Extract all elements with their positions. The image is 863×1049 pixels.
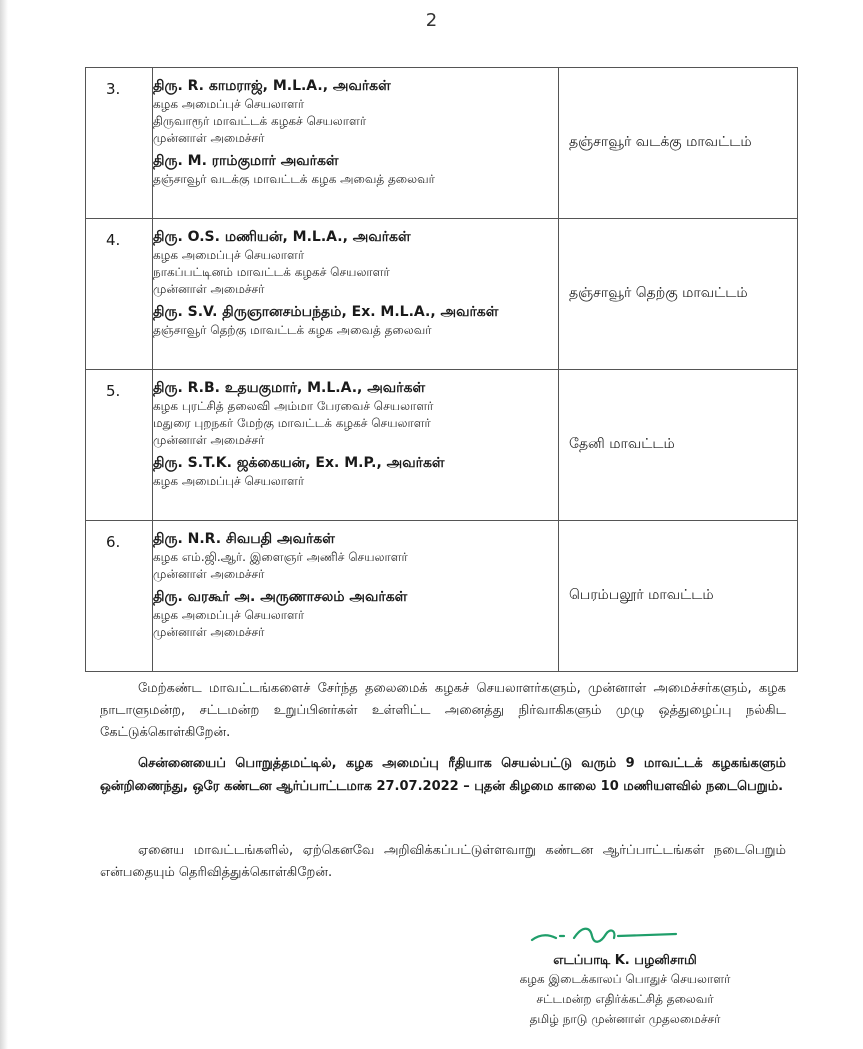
district-cell [559,219,798,370]
person-role: முன்னாள் அமைச்சர் [153,567,265,581]
cooperation-paragraph: மேற்கண்ட மாவட்டங்களைச் சேர்ந்த தலைமைக் கழகச் செயலாளர்களும், முன்னாள் அமைச்சர்களும், கழக நாடாளுமன்ற, சட்டமன்ற உறுப்பினர்கள் உள்ளிட்ட அனைத்து நிர்வாகிகளும் முழு ஒத்துழைப்பு நல்கிட கேட்டுக்கொள்கிறேன். [100,681,786,740]
chennai-protest-paragraph: சென்னையைப் பொறுத்தமட்டில், கழக அமைப்பு ரீதியாக செயல்பட்டு வரும் 9 மாவட்டக் கழகங்களும் ஒன்றிணைந்து, ஒரே கண்டன ஆர்ப்பாட்டமாக 27.07.2022 – புதன் கிழமை காலை 10 மணியளவில் நடைபெறும். [100,756,786,794]
names-cell [153,219,559,370]
person-role: நாகப்பட்டினம் மாவட்டக் கழகச் செயலாளர் [153,265,390,279]
person-name: திரு. S.T.K. ஜக்கையன், Ex. M.P., அவர்கள் [153,455,445,471]
person-role: தஞ்சாவூர் வடக்கு மாவட்டக் கழக அவைத் தலைவர் [153,172,435,186]
signatory-title: தமிழ் நாடு முன்னாள் முதலமைச்சர் [529,1012,721,1026]
person-role: முன்னாள் அமைச்சர் [153,131,265,145]
person-role: கழக அமைப்புச் செயலாளர் [153,608,305,622]
table-row [86,68,798,219]
person-block [153,151,558,188]
district-cell [559,370,798,521]
signatory-title: சட்டமன்ற எதிர்க்கட்சித் தலைவர் [536,992,714,1006]
person-block [153,378,558,449]
person-role: கழக அமைப்புச் செயலாளர் [153,248,305,262]
person-block [153,529,558,583]
person-role: திருவாரூர் மாவட்டக் கழகச் செயலாளர் [153,114,367,128]
signatory-title: கழக இடைக்காலப் பொதுச் செயலாளர் [519,972,731,986]
person-name: திரு. R. காமராஜ், M.L.A., அவர்கள் [153,78,391,94]
person-role: தஞ்சாவூர் தெற்கு மாவட்டக் கழக அவைத் தலைவர் [153,323,432,337]
person-role: கழக அமைப்புச் செயலாளர் [153,97,305,111]
page-number: 2 [425,10,438,31]
names-cell [153,370,559,521]
serial-cell [86,370,153,521]
names-cell [153,68,559,219]
person-block [153,302,558,339]
signatory-name: எடப்பாடி K. பழனிசாமி [553,953,697,968]
person-block [153,227,558,298]
table-row [86,370,798,521]
table-row [86,219,798,370]
district-cell [559,68,798,219]
district-name: தஞ்சாவூர் வடக்கு மாவட்டம் [569,134,752,150]
person-role: கழக எம்.ஜி.ஆர். இளைஞர் அணிச் செயலாளர் [153,550,408,564]
person-block [153,453,558,490]
serial-number: 3. [106,80,121,98]
serial-cell [86,521,153,672]
table-row [86,521,798,672]
district-name: தஞ்சாவூர் தெற்கு மாவட்டம் [569,285,748,301]
serial-number: 5. [106,382,121,400]
person-name: திரு. N.R. சிவபதி அவர்கள் [153,531,335,547]
page-edge-shadow [0,0,8,1049]
person-name: திரு. O.S. மணியன், M.L.A., அவர்கள் [153,229,411,245]
person-role: கழக புரட்சித் தலைவி அம்மா பேரவைச் செயலாளர் [153,399,434,413]
district-name: பெரம்பலூர் மாவட்டம் [569,587,714,603]
district-name: தேனி மாவட்டம் [569,436,675,452]
person-name: திரு. M. ராம்குமார் அவர்கள் [153,153,339,169]
person-role: முன்னாள் அமைச்சர் [153,625,265,639]
person-role: மதுரை புறநகர் மேற்கு மாவட்டக் கழகச் செயலாளர் [153,416,431,430]
serial-number: 4. [106,231,121,249]
handwritten-signature [530,922,680,952]
person-name: திரு. வரகூர் அ. அருணாசலம் அவர்கள் [153,589,408,605]
serial-cell [86,219,153,370]
person-role: முன்னாள் அமைச்சர் [153,433,265,447]
person-role: கழக அமைப்புச் செயலாளர் [153,474,305,488]
other-districts-paragraph: ஏனைய மாவட்டங்களில், ஏற்கெனவே அறிவிக்கப்பட்டுள்ளவாறு கண்டன ஆர்ப்பாட்டங்கள் நடைபெறும் என்பதையும் தெரிவித்துக்கொள்கிறேன். [100,843,786,880]
person-name: திரு. S.V. திருஞானசம்பந்தம், Ex. M.L.A., அவர்கள் [153,304,499,320]
person-block [153,76,558,147]
district-allocation-table [85,67,798,672]
district-cell [559,521,798,672]
serial-number: 6. [106,533,121,551]
person-name: திரு. R.B. உதயகுமார், M.L.A., அவர்கள் [153,380,426,396]
person-role: முன்னாள் அமைச்சர் [153,282,265,296]
names-cell [153,521,559,672]
person-block [153,587,558,641]
serial-cell [86,68,153,219]
